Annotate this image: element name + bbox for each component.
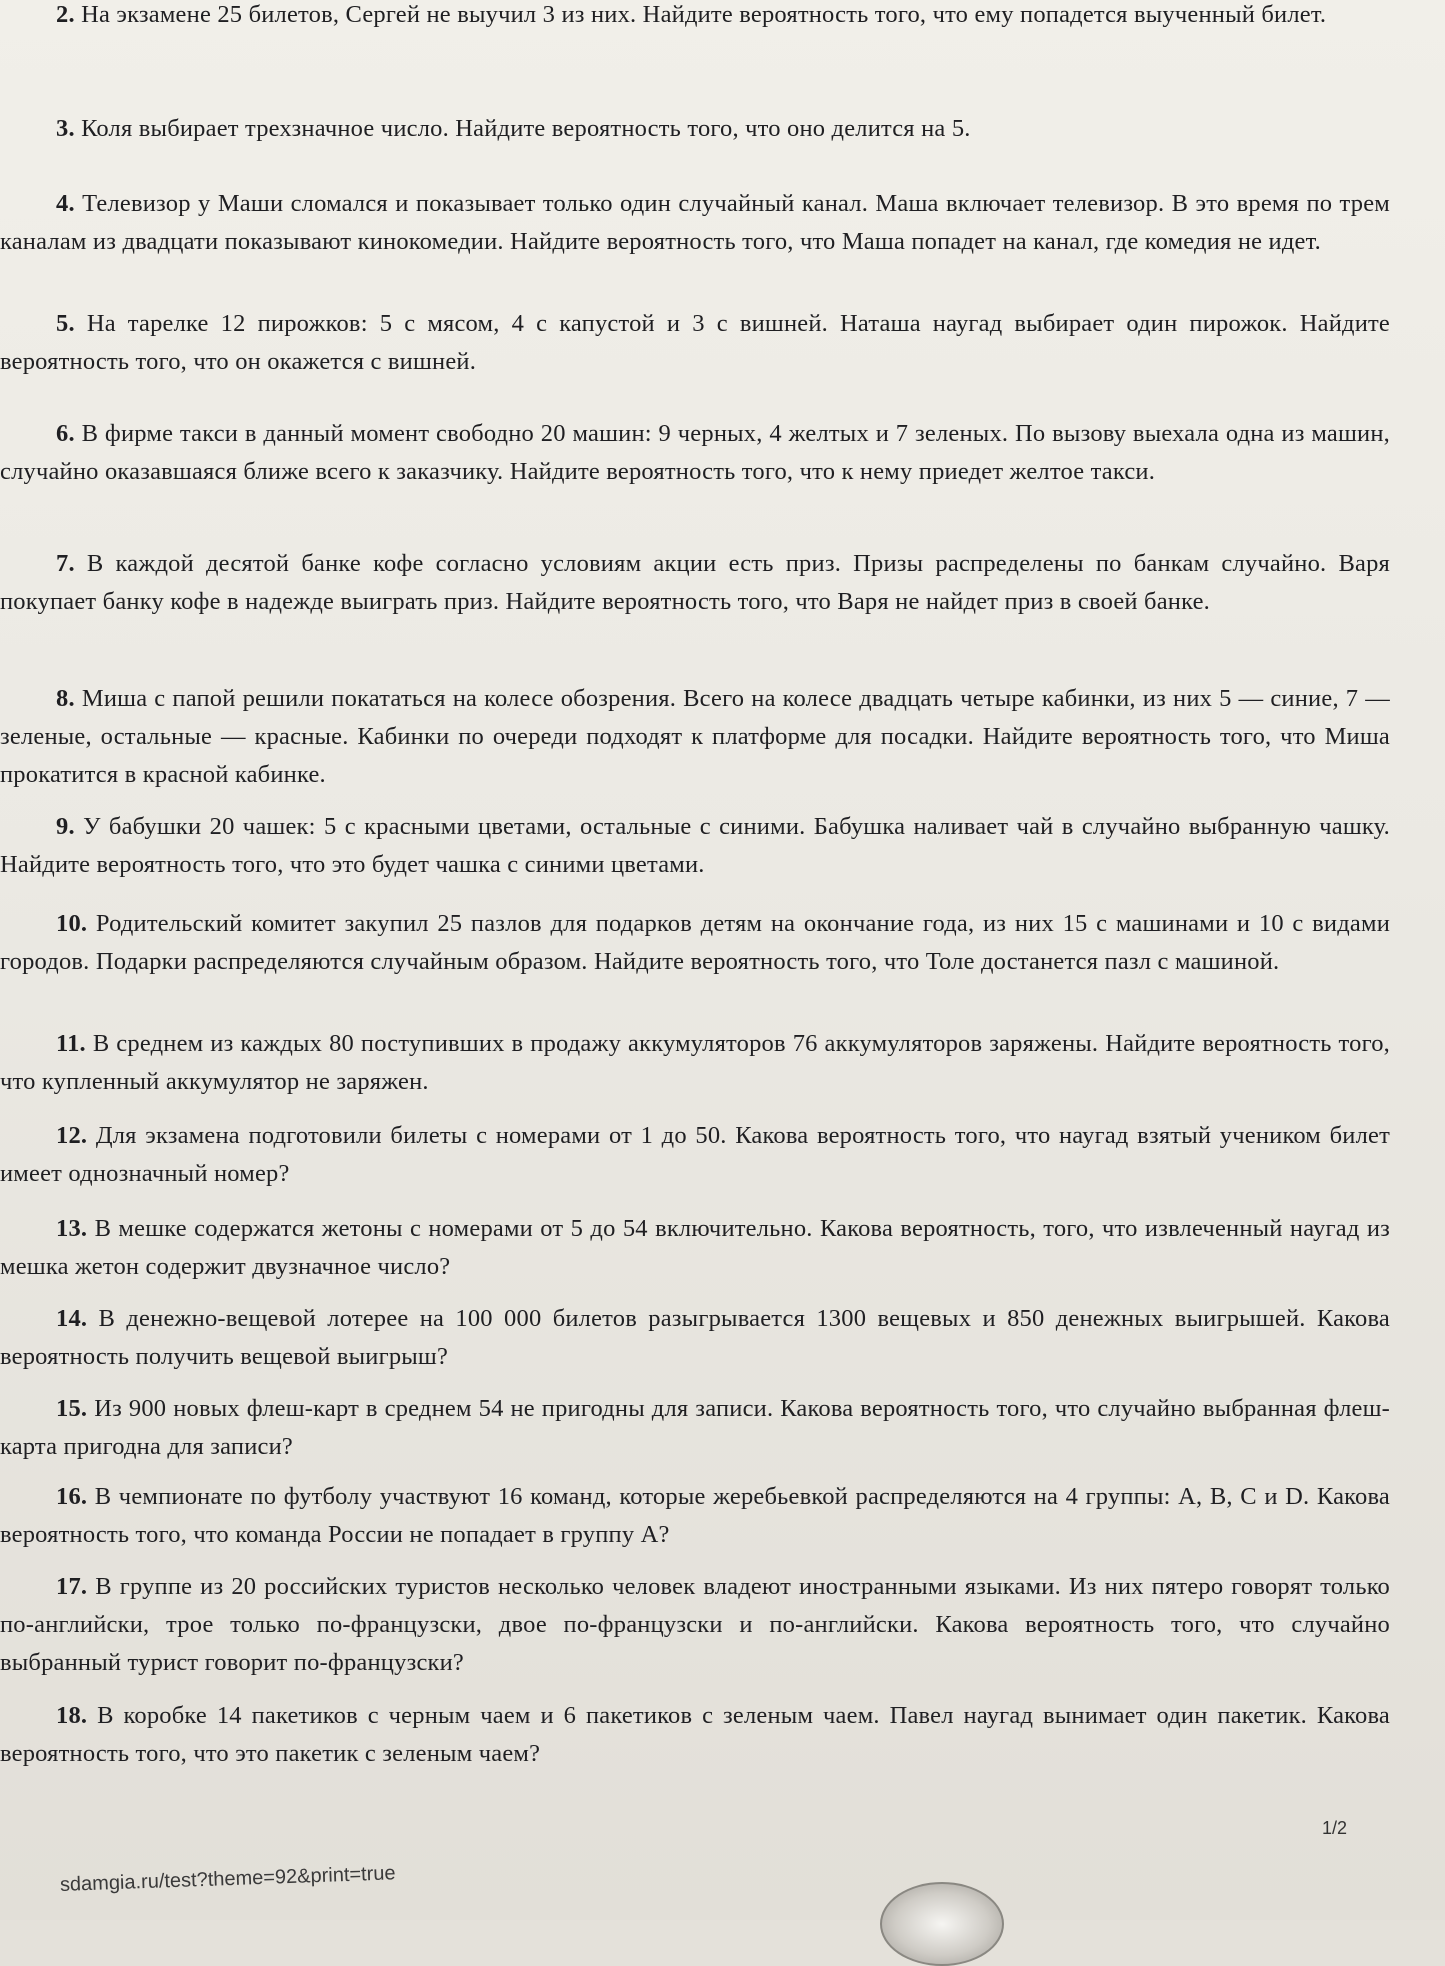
- problem-13: [0, 1210, 1390, 1286]
- binder-ring: [880, 1882, 1004, 1966]
- problem-text: У бабушки 20 чашек: 5 с красными цветами, остальные с синими. Бабушка наливает чай в случайно выбранную чашку. Найдите вероятность того, что это будет чашка с синими цветами.: [0, 813, 1390, 878]
- problem-6: [0, 415, 1390, 491]
- problem-number: 15.: [56, 1395, 88, 1422]
- problem-number: 16.: [56, 1483, 88, 1510]
- footer-url: sdamgia.ru/test?theme=92&print=true: [59, 1862, 396, 1896]
- problem-10: [0, 905, 1390, 981]
- problem-text: Миша с папой решили покататься на колесе обозрения. Всего на колесе двадцать четыре кабинки, из них 5 — синие, 7 — зеленые, остальные — красные. Кабинки по очереди подходят к платформе для посадки. Найдите вероятность того, что Миша прокатится в красной кабинке.: [0, 685, 1390, 788]
- problem-3: [0, 110, 1390, 148]
- problem-text: В среднем из каждых 80 поступивших в продажу аккумуляторов 76 аккумуляторов заряжены. Найдите вероятность того, что купленный аккумулятор не заряжен.: [0, 1030, 1391, 1095]
- problem-number: 7.: [56, 550, 75, 577]
- problem-text: На экзамене 25 билетов, Сергей не выучил 3 из них. Найдите вероятность того, что ему попадется выученный билет.: [81, 1, 1327, 28]
- problem-text: В фирме такси в данный момент свободно 20 машин: 9 черных, 4 желтых и 7 зеленых. По вызову выехала одна из машин, случайно оказавшаяся ближе всего к заказчику. Найдите вероятность того, что к нему приедет желтое такси.: [0, 420, 1390, 485]
- problem-text: Родительский комитет закупил 25 пазлов для подарков детям на окончание года, из них 15 с машинами и 10 с видами городов. Подарки распределяются случайным образом. Найдите вероятность того, что Толе достанется пазл с машиной.: [0, 910, 1391, 975]
- problem-text: В каждой десятой банке кофе согласно условиям акции есть приз. Призы распределены по банкам случайно. Варя покупает банку кофе в надежде выиграть приз. Найдите вероятность того, что Варя не найдет приз в своей банке.: [0, 550, 1390, 615]
- problem-number: 14.: [56, 1305, 88, 1332]
- problem-number: 8.: [56, 685, 75, 712]
- problem-12: [0, 1117, 1390, 1193]
- problem-14: [0, 1300, 1390, 1376]
- problem-9: [0, 808, 1390, 884]
- problem-number: 6.: [56, 420, 75, 447]
- problem-text: Коля выбирает трехзначное число. Найдите вероятность того, что оно делится на 5.: [81, 115, 971, 142]
- problem-number: 12.: [56, 1122, 88, 1149]
- problem-5: [0, 305, 1390, 381]
- problem-4: [0, 185, 1390, 261]
- problem-number: 13.: [56, 1215, 88, 1242]
- problem-number: 3.: [56, 115, 75, 142]
- problem-number: 9.: [56, 813, 75, 840]
- problem-number: 5.: [56, 310, 75, 337]
- problem-17: [0, 1568, 1390, 1682]
- problem-text: В мешке содержатся жетоны с номерами от 5 до 54 включительно. Какова вероятность, того, что извлеченный наугад из мешка жетон содержит двузначное число?: [0, 1215, 1391, 1280]
- problem-text: Для экзамена подготовили билеты с номерами от 1 до 50. Какова вероятность того, что наугад взятый учеником билет имеет однозначный номер?: [0, 1122, 1390, 1187]
- problem-15: [0, 1390, 1390, 1466]
- problem-number: 18.: [56, 1702, 88, 1729]
- problem-number: 10.: [56, 910, 88, 937]
- problem-number: 4.: [56, 190, 75, 217]
- problem-text: На тарелке 12 пирожков: 5 с мясом, 4 с капустой и 3 с вишней. Наташа наугад выбирает один пирожок. Найдите вероятность того, что он окажется с вишней.: [0, 310, 1390, 375]
- page-number: 1/2: [1322, 1818, 1348, 1838]
- problem-number: 17.: [56, 1573, 88, 1600]
- problem-16: [0, 1478, 1390, 1554]
- problem-text: В денежно-вещевой лотерее на 100 000 билетов разыгрывается 1300 вещевых и 850 денежных выигрышей. Какова вероятность получить вещевой выигрыш?: [0, 1305, 1391, 1370]
- problem-number: 2.: [56, 1, 75, 28]
- problem-18: [0, 1697, 1390, 1773]
- problem-text: В коробке 14 пакетиков с черным чаем и 6 пакетиков с зеленым чаем. Павел наугад вынимает один пакетик. Какова вероятность того, что это пакетик с зеленым чаем?: [0, 1702, 1390, 1767]
- problem-number: 11.: [56, 1030, 86, 1057]
- problem-2: [0, 0, 1390, 34]
- problem-8: [0, 680, 1390, 794]
- problem-11: [0, 1025, 1390, 1101]
- problem-text: В чемпионате по футболу участвуют 16 команд, которые жеребьевкой распределяются на 4 группы: A, B, C и D. Какова вероятность того, что команда России не попадает в группу A?: [0, 1483, 1390, 1548]
- problem-text: В группе из 20 российских туристов несколько человек владеют иностранными языками. Из них пятеро говорят только по-английски, трое только по-французски, двое по-французски и по-английски. Какова вероятность того, что случайно выбранный турист говорит по-французски?: [0, 1573, 1390, 1676]
- problem-text: Телевизор у Маши сломался и показывает только один случайный канал. Маша включает телевизор. В это время по трем каналам из двадцати показывают кинокомедии. Найдите вероятность того, что Маша попадет на канал, где комедия не идет.: [0, 190, 1390, 255]
- problem-text: Из 900 новых флеш-карт в среднем 54 не пригодны для записи. Какова вероятность того, что случайно выбранная флеш-карта пригодна для записи?: [0, 1395, 1391, 1460]
- problem-7: [0, 545, 1390, 621]
